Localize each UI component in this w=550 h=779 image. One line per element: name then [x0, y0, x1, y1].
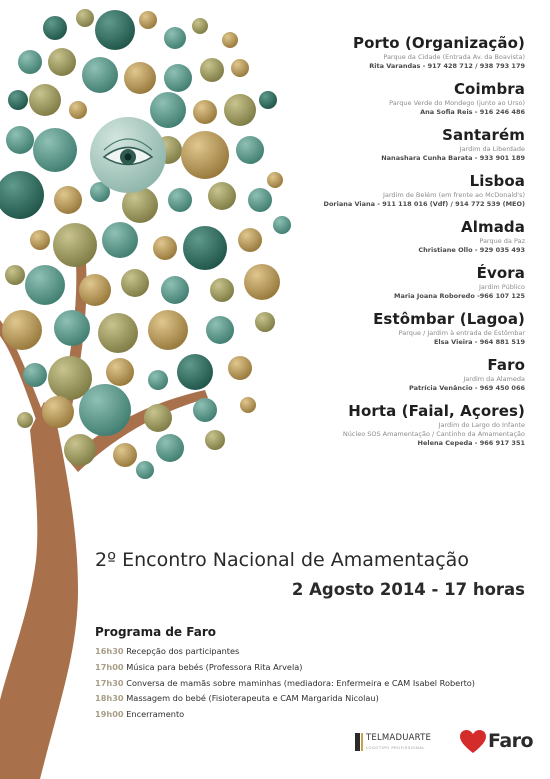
location-city: Estômbar (Lagoa)	[373, 310, 525, 328]
leaf-disc	[79, 274, 111, 306]
leaf-disc	[124, 62, 156, 94]
location-contact: Patrícia Venâncio - 969 450 066	[409, 384, 525, 392]
telma-logo-mark-accent	[361, 733, 363, 751]
leaf-disc	[193, 100, 217, 124]
heart-icon	[460, 730, 486, 754]
telma-duarte-logo	[355, 731, 435, 755]
leaf-disc	[82, 57, 118, 93]
event-date: 2 Agosto 2014 - 17 horas	[291, 580, 525, 599]
leaf-disc	[79, 384, 131, 436]
leaf-disc	[181, 131, 229, 179]
leaf-disc	[0, 171, 44, 219]
location-city: Lisboa	[469, 172, 525, 190]
leaf-disc	[177, 354, 213, 390]
location-place: Jardim do Largo do Infante	[438, 421, 525, 429]
location-evora	[225, 264, 525, 301]
leaf-disc	[30, 230, 50, 250]
location-contact: Helena Cepeda - 966 917 351	[417, 439, 525, 447]
location-horta	[225, 402, 525, 448]
location-contact: Doriana Viana - 911 118 016 (Vdf) / 914 772 539 (MEO)	[323, 200, 525, 208]
leaf-disc	[113, 443, 137, 467]
leaf-disc	[18, 50, 42, 74]
telma-logo-name: TELMADUARTE	[366, 733, 432, 743]
leaf-disc	[54, 310, 90, 346]
faro-logo-name: Faro	[488, 730, 534, 752]
leaf-disc	[148, 370, 168, 390]
leaf-disc	[106, 358, 134, 386]
leaf-disc	[23, 363, 47, 387]
leaf-disc	[136, 461, 154, 479]
leaf-disc	[156, 434, 184, 462]
program-text: Música para bebés (Professora Rita Arvela)	[126, 661, 303, 672]
telma-logo-mark	[355, 733, 360, 751]
location-santarem	[225, 126, 525, 163]
leaf-disc	[164, 27, 186, 49]
leaf-disc	[64, 434, 96, 466]
leaf-disc	[161, 276, 189, 304]
leaf-disc	[69, 101, 87, 119]
location-place: Parque / Jardim à entrada de Estômbar	[398, 329, 525, 337]
leaf-disc	[42, 396, 74, 428]
location-city: Coimbra	[453, 80, 525, 98]
location-porto	[225, 34, 525, 71]
location-coimbra	[225, 80, 525, 117]
leaf-disc	[17, 412, 33, 428]
location-place: Jardim Público	[478, 283, 525, 291]
leaf-disc	[2, 310, 42, 350]
leaf-disc	[25, 265, 65, 305]
leaf-disc	[54, 186, 82, 214]
leaf-disc	[121, 269, 149, 297]
telma-logo-subtitle: LOGOTIPO PROFISSIONAL	[366, 745, 426, 750]
leaf-disc	[193, 398, 217, 422]
location-almada	[225, 218, 525, 255]
location-faro	[225, 356, 525, 393]
leaf-disc	[8, 90, 28, 110]
location-city: Faro	[487, 356, 525, 374]
program-time: 17h00	[95, 661, 124, 672]
leaf-disc	[95, 10, 135, 50]
program-item	[95, 707, 525, 723]
location-city: Santarém	[442, 126, 525, 144]
program-time: 17h30	[95, 677, 124, 688]
program-text: Massagem do bebé (Fisioterapeuta e CAM Margarida Nicolau)	[126, 693, 379, 704]
leaf-disc	[102, 222, 138, 258]
program-section	[95, 625, 525, 723]
leaf-disc	[183, 226, 227, 270]
program-title: Programa de Faro	[95, 625, 217, 639]
location-contact: Elsa Vieira - 964 881 519	[433, 338, 525, 346]
leaf-disc	[33, 128, 77, 172]
program-item	[95, 660, 525, 676]
location-place: Jardim da Alameda	[463, 375, 525, 383]
location-place: Jardim da Liberdade	[459, 145, 525, 153]
leaf-disc	[164, 64, 192, 92]
event-title: 2º Encontro Nacional de Amamentação	[95, 549, 469, 571]
program-time: 19h00	[95, 709, 124, 720]
leaf-disc	[168, 188, 192, 212]
program-item	[95, 676, 525, 692]
tree-trunk	[0, 402, 78, 779]
faro-logo	[460, 728, 535, 756]
location-contact: Ana Sofia Reis - 916 246 486	[420, 108, 525, 116]
leaf-disc	[153, 236, 177, 260]
location-contact: Maria Joana Roboredo -966 107 125	[394, 292, 525, 300]
leaf-disc	[6, 126, 34, 154]
program-text: Encerramento	[126, 709, 185, 720]
leaf-disc	[98, 313, 138, 353]
leaf-disc	[200, 58, 224, 82]
location-city: Almada	[461, 218, 525, 236]
program-item	[95, 691, 525, 707]
leaf-disc	[5, 265, 25, 285]
leaf-disc	[148, 310, 188, 350]
location-place: Parque da Cidade (Entrada Av. da Boavista)	[383, 53, 525, 61]
leaf-disc	[150, 92, 186, 128]
location-place-secondary: Núcleo SOS Amamentação / Cantinho da Amamentação	[342, 430, 525, 438]
location-city: Horta (Faial, Açores)	[348, 402, 525, 420]
leaf-disc	[139, 11, 157, 29]
location-lisboa	[225, 172, 525, 209]
leaf-disc	[29, 84, 61, 116]
location-contact: Nanashara Cunha Barata - 933 901 189	[381, 154, 525, 162]
eye-icon	[90, 117, 166, 193]
leaf-disc	[144, 404, 172, 432]
leaf-disc	[43, 16, 67, 40]
location-city: Évora	[476, 264, 525, 282]
location-estombar	[225, 310, 525, 347]
program-text: Conversa de mamãs sobre maminhas (mediadora: Enfermeira e CAM Isabel Roberto)	[126, 677, 475, 688]
location-contact: Christiane Ollo - 929 035 493	[418, 246, 525, 254]
leaf-disc	[48, 48, 76, 76]
location-city: Porto (Organização)	[352, 34, 525, 52]
location-place: Parque Verde do Mondego (junto ao Urso)	[389, 99, 525, 107]
program-time: 16h30	[95, 646, 124, 656]
locations-list	[225, 34, 525, 457]
program-item	[95, 644, 525, 660]
location-place: Jardim de Belém (em frente ao McDonald's)	[382, 191, 525, 199]
leaf-disc	[76, 9, 94, 27]
leaf-disc	[205, 430, 225, 450]
location-place: Parque da Paz	[479, 237, 525, 245]
location-contact: Rita Varandas - 917 428 712 / 938 793 179	[369, 62, 525, 70]
leaf-disc	[53, 223, 97, 267]
leaf-disc	[192, 18, 208, 34]
program-text: Recepção dos participantes	[126, 646, 240, 656]
program-time: 18h30	[95, 693, 124, 704]
